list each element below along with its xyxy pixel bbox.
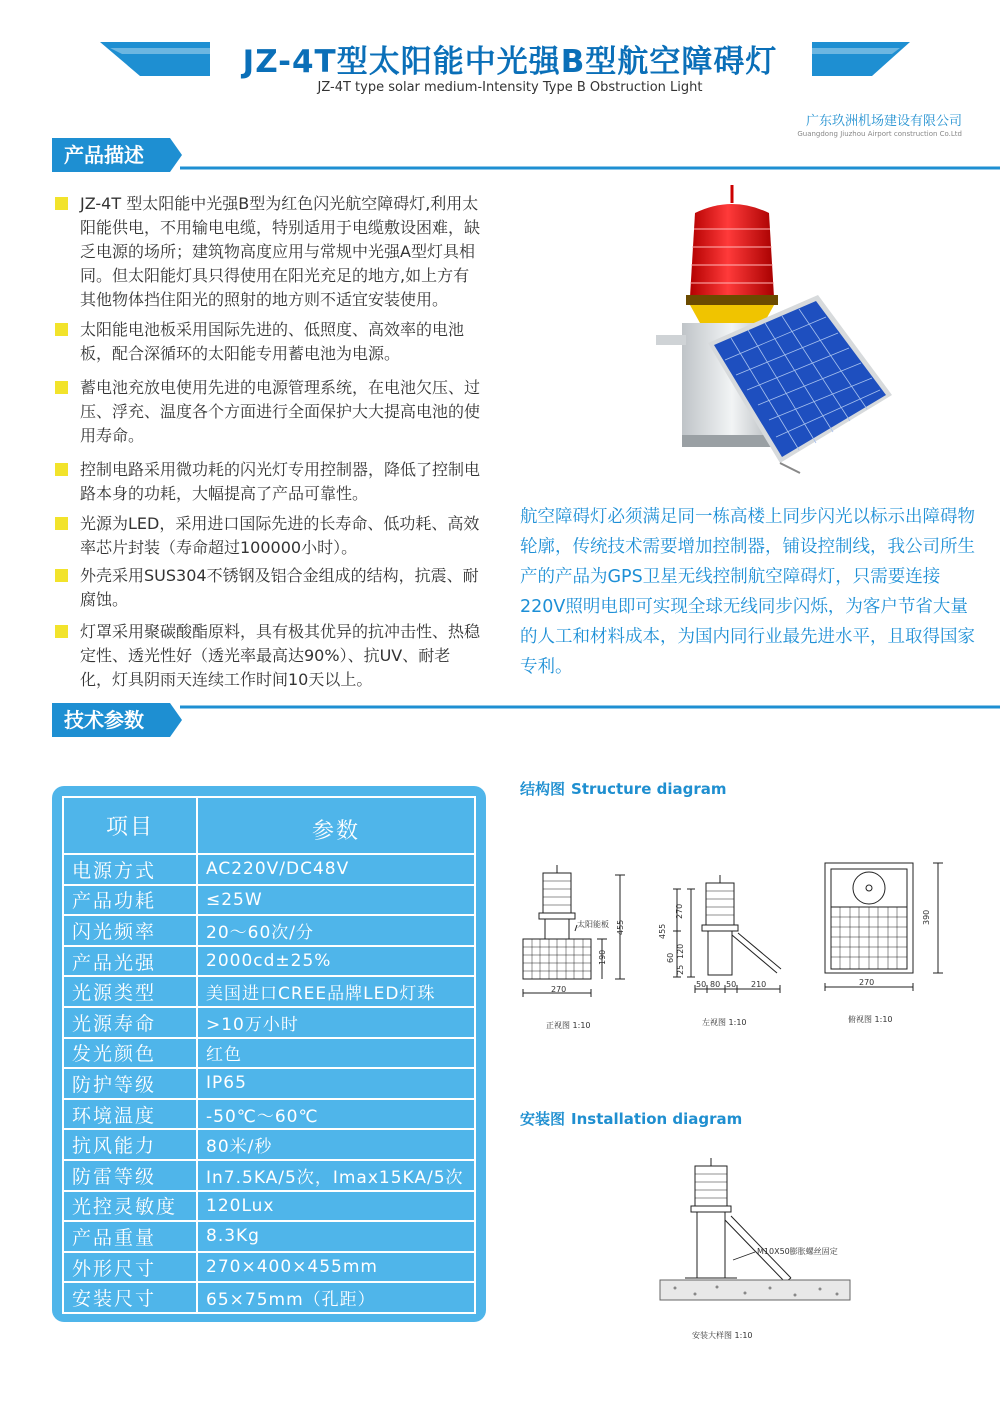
spec-row [63, 1252, 475, 1283]
bolt-label: M10X50膨胀螺丝固定 [757, 1247, 838, 1256]
header-item: 项目 [63, 797, 197, 854]
feature-item: 灯罩采用聚碳酸酯原料，具有极其优异的抗冲击性、热稳定性、透光性好（透光率最高达90%）、抗UV、耐老化，灯具阴雨天连续工作时间10天以上。 [52, 620, 482, 692]
spec-row [63, 976, 475, 1007]
dim-front-width: 270 [551, 985, 567, 994]
dim-side-w-d: 210 [751, 980, 767, 989]
spec-row [63, 915, 475, 946]
dim-side-a: 60 [666, 952, 675, 963]
spec-value: IP65 [197, 1068, 475, 1099]
spec-row [63, 854, 475, 885]
bullet-square-icon [55, 625, 68, 638]
spec-value: 红色 [197, 1038, 475, 1069]
dim-side-total: 455 [658, 923, 667, 939]
page-subtitle: JZ-4T type solar medium-Intensity Type B Obstruction Light [317, 80, 703, 95]
page-title: JZ-4T型太阳能中光强B型航空障碍灯 [242, 44, 778, 80]
spec-value: 8.3Kg [197, 1221, 475, 1252]
bullet-square-icon [55, 517, 68, 530]
spec-key: 安装尺寸 [63, 1282, 197, 1313]
spec-row [63, 1038, 475, 1069]
side-view [673, 875, 781, 993]
header-right-wing [812, 42, 910, 76]
front-panel-label: 太阳能板 [577, 920, 609, 929]
bullet-square-icon [55, 323, 68, 336]
bullet-square-icon [55, 569, 68, 582]
spec-table-body [63, 854, 475, 1313]
spec-value: In7.5KA/5次，Imax15KA/5次 [197, 1160, 475, 1191]
feature-item: 控制电路采用微功耗的闪光灯专用控制器，降低了控制电路本身的功耗，大幅提高了产品可靠性。 [52, 458, 482, 506]
dim-side-b: 120 [676, 943, 685, 959]
gps-sync-description: 航空障碍灯必须满足同一栋高楼上同步闪光以标示出障碍物轮廓，传统技术需要增加控制器，铺设控制线，我公司所生产的产品为GPS卫星无线控制航空障碍灯，只需要连接220V照明电即可实现全球无线同步闪烁，为客户节省大量的人工和材料成本，为国内同行业最先进水平，且取得国家专利。 [520, 507, 975, 677]
company-name-cn: 广东玖洲机场建设有限公司 [805, 114, 962, 129]
spec-key: 防护等级 [63, 1068, 197, 1099]
spec-row [63, 1160, 475, 1191]
feature-item: 太阳能电池板采用国际先进的、低照度、高效率的电池板，配合深循环的太阳能专用蓄电池为电源。 [52, 318, 482, 366]
dim-side-upper: 270 [675, 903, 684, 919]
dim-front-panel-height: 190 [598, 949, 607, 965]
section-description-bar [52, 138, 1000, 172]
bullet-square-icon [55, 463, 68, 476]
spec-value: 2000cd±25% [197, 946, 475, 977]
spec-row [63, 1191, 475, 1222]
spec-value: ≤25W [197, 885, 475, 916]
spec-row [63, 1221, 475, 1252]
spec-key: 防雷等级 [63, 1160, 197, 1191]
spec-table [62, 796, 476, 1314]
front-view-caption: 正视图 1:10 [546, 1021, 591, 1030]
top-view [825, 863, 943, 991]
dim-top-width: 270 [859, 978, 875, 987]
feature-item: 外壳采用SUS304不锈钢及铝合金组成的结构，抗震、耐腐蚀。 [52, 564, 482, 612]
top-view-caption: 俯视图 1:10 [848, 1015, 893, 1024]
spec-key: 产品重量 [63, 1221, 197, 1252]
section-parameters-bar [52, 703, 1000, 737]
spec-value: 120Lux [197, 1191, 475, 1222]
dim-side-w-c: 50 [726, 980, 737, 989]
spec-value: 80米/秒 [197, 1129, 475, 1160]
section-description-title: 产品描述 [64, 143, 144, 167]
section-parameters-title: 技术参数 [64, 708, 144, 732]
product-photo [650, 185, 900, 475]
spec-row [63, 885, 475, 916]
spec-key: 发光颜色 [63, 1038, 197, 1069]
header-left-wing [100, 42, 210, 76]
feature-item: 蓄电池充放电使用先进的电源管理系统，在电池欠压、过压、浮充、温度各个方面进行全面保护大大提高电池的使用寿命。 [52, 376, 482, 448]
spec-key: 抗风能力 [63, 1129, 197, 1160]
feature-item: JZ-4T 型太阳能中光强B型为红色闪光航空障碍灯,利用太阳能供电，不用输电电缆，特别适用于电缆敷设困难，缺乏电源的场所；建筑物高度应用与常规中光强A型灯具相同。但太阳能灯具只得使用在阳光充足的地方,如上方有其他物体挡住阳光的照射的地方则不适宜安装使用。 [52, 192, 482, 312]
bullet-square-icon [55, 381, 68, 394]
dim-front-total-height: 455 [616, 919, 625, 935]
spec-key: 产品光强 [63, 946, 197, 977]
spec-key: 光源类型 [63, 976, 197, 1007]
spec-value: AC220V/DC48V [197, 854, 475, 885]
front-view [523, 865, 625, 997]
spec-key: 光源寿命 [63, 1007, 197, 1038]
spec-key: 外形尺寸 [63, 1252, 197, 1283]
dim-side-w-b: 80 [710, 980, 721, 989]
spec-table-panel [52, 786, 486, 1322]
feature-list [52, 192, 482, 692]
spec-value: -50℃～60℃ [197, 1099, 475, 1130]
dim-top-height: 390 [922, 909, 931, 925]
spec-value: 270×400×455mm [197, 1252, 475, 1283]
spec-value: >10万小时 [197, 1007, 475, 1038]
installation-diagram [655, 1150, 855, 1305]
spec-value: 65×75mm（孔距） [197, 1282, 475, 1313]
structure-diagram-label: 结构图 Structure diagram [520, 780, 727, 798]
installation-diagram-label: 安装图 Installation diagram [520, 1110, 743, 1128]
header-value: 参数 [197, 797, 475, 854]
spec-table-header [63, 797, 475, 854]
dim-side-c: 25 [676, 964, 685, 975]
feature-item: 光源为LED，采用进口国际先进的长寿命、低功耗、高效率芯片封装（寿命超过100000小时）。 [52, 512, 482, 560]
spec-row [63, 1007, 475, 1038]
spec-row [63, 1068, 475, 1099]
spec-row [63, 1099, 475, 1130]
company-name-en: Guangdong Jiuzhou Airport construction Co.Ltd [797, 130, 962, 138]
spec-value: 20～60次/分 [197, 915, 475, 946]
spec-key: 闪光频率 [63, 915, 197, 946]
spec-key: 电源方式 [63, 854, 197, 885]
spec-key: 光控灵敏度 [63, 1191, 197, 1222]
dim-side-w-a: 50 [696, 980, 707, 989]
side-view-caption: 左视图 1:10 [702, 1018, 747, 1027]
spec-row [63, 1282, 475, 1313]
structure-diagram [515, 855, 965, 1040]
spec-key: 产品功耗 [63, 885, 197, 916]
installation-caption: 安装大样图 1:10 [692, 1331, 753, 1340]
bullet-square-icon [55, 197, 68, 210]
spec-key: 环境温度 [63, 1099, 197, 1130]
company-block [797, 110, 962, 138]
spec-value: 美国进口CREE品牌LED灯珠 [197, 976, 475, 1007]
spec-row [63, 946, 475, 977]
spec-row [63, 1129, 475, 1160]
